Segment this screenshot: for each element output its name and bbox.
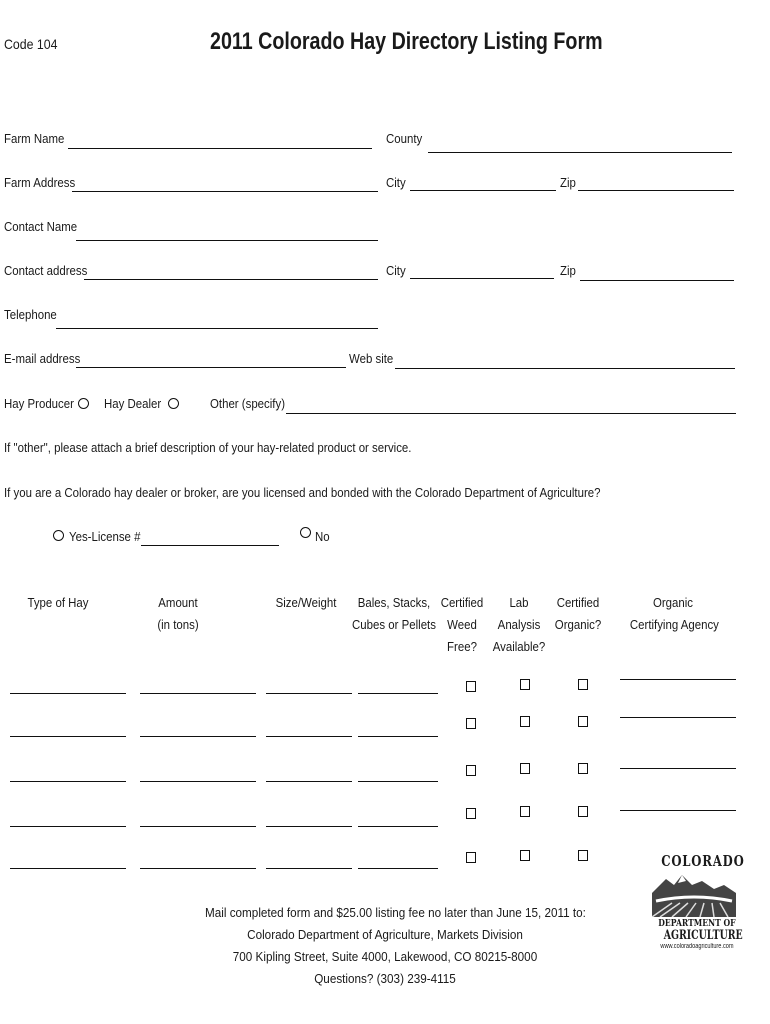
farm-address-field[interactable]	[72, 191, 378, 192]
form-code: Code 104	[4, 36, 58, 52]
cda-logo	[652, 852, 745, 964]
col-size-weight: Size/Weight	[275, 595, 337, 610]
col-certified-weed-free: Certified Weed Free?	[440, 595, 484, 654]
page-title: 2011 Colorado Hay Directory Listing Form	[210, 28, 603, 55]
row-4-checkbox-2[interactable]	[520, 806, 530, 817]
email-label: E-mail address	[4, 351, 81, 366]
hay-producer-label: Hay Producer	[4, 396, 74, 411]
farm-city-field[interactable]	[410, 190, 556, 191]
row-3-checkbox-3[interactable]	[578, 763, 588, 774]
row-3-checkbox-2[interactable]	[520, 763, 530, 774]
no-radio[interactable]	[300, 527, 311, 538]
farm-address-label: Farm Address	[4, 175, 76, 190]
row-2-checkbox-3[interactable]	[578, 716, 588, 727]
contact-address-field[interactable]	[84, 279, 378, 280]
mailing-instructions	[205, 902, 586, 990]
row-1-field-2[interactable]	[140, 693, 256, 694]
telephone-field[interactable]	[56, 328, 378, 329]
row-1-checkbox-3[interactable]	[578, 679, 588, 690]
row-2-field-1[interactable]	[10, 736, 126, 737]
row-2-field-3[interactable]	[266, 736, 352, 737]
yes-license-label: Yes-License #	[69, 529, 141, 544]
telephone-label: Telephone	[4, 307, 57, 322]
row-5-field-3[interactable]	[266, 868, 352, 869]
row-2-agency-field[interactable]	[620, 717, 736, 718]
row-3-checkbox-1[interactable]	[466, 765, 476, 776]
row-5-checkbox-2[interactable]	[520, 850, 530, 861]
row-5-field-1[interactable]	[10, 868, 126, 869]
other-specify-field[interactable]	[286, 413, 736, 414]
county-label: County	[386, 131, 423, 146]
logo-dept-text: DEPARTMENT OF	[658, 919, 736, 929]
row-3-field-2[interactable]	[140, 781, 256, 782]
row-5-checkbox-3[interactable]	[578, 850, 588, 861]
farm-zip-field[interactable]	[578, 190, 734, 191]
farm-city-label: City	[386, 175, 406, 190]
col-lab-analysis: Lab Analysis Available?	[492, 595, 546, 654]
other-specify-label: Other (specify)	[210, 396, 286, 411]
farm-zip-label: Zip	[560, 175, 576, 190]
contact-city-field[interactable]	[410, 278, 554, 279]
website-label: Web site	[349, 351, 394, 366]
county-field[interactable]	[428, 152, 732, 153]
logo-url: www.coloradoagriculture.com	[660, 943, 734, 950]
row-5-field-4[interactable]	[358, 868, 438, 869]
mountain-field-icon	[652, 871, 736, 917]
row-3-field-1[interactable]	[10, 781, 126, 782]
yes-license-radio[interactable]	[53, 530, 64, 541]
footer-line-2: Colorado Department of Agriculture, Markets Division	[247, 927, 523, 942]
website-field[interactable]	[395, 368, 735, 369]
license-question: If you are a Colorado hay dealer or broker, are you licensed and bonded with the Colorado Department of Agriculture?	[4, 485, 601, 500]
row-2-checkbox-1[interactable]	[466, 718, 476, 729]
farm-name-label: Farm Name	[4, 131, 65, 146]
row-4-checkbox-1[interactable]	[466, 808, 476, 819]
logo-agriculture-text: AGRICULTURE	[663, 928, 743, 943]
no-label: No	[315, 529, 330, 544]
row-1-field-1[interactable]	[10, 693, 126, 694]
row-1-field-3[interactable]	[266, 693, 352, 694]
footer-line-4: Questions? (303) 239-4115	[314, 971, 456, 986]
col-organic-agency: Organic Certifying Agency	[629, 595, 719, 632]
row-4-field-1[interactable]	[10, 826, 126, 827]
row-2-field-4[interactable]	[358, 736, 438, 737]
contact-address-label: Contact address	[4, 263, 88, 278]
row-4-checkbox-3[interactable]	[578, 806, 588, 817]
col-bales: Bales, Stacks, Cubes or Pellets	[352, 595, 436, 632]
col-amount: Amount (in tons)	[157, 595, 199, 632]
row-4-agency-field[interactable]	[620, 810, 736, 811]
row-4-field-2[interactable]	[140, 826, 256, 827]
row-5-field-2[interactable]	[140, 868, 256, 869]
farm-name-field[interactable]	[68, 148, 372, 149]
footer-line-1: Mail completed form and $25.00 listing fee no later than June 15, 2011 to:	[205, 905, 586, 920]
row-1-checkbox-1[interactable]	[466, 681, 476, 692]
contact-name-label: Contact Name	[4, 219, 78, 234]
row-4-field-4[interactable]	[358, 826, 438, 827]
col-type-of-hay: Type of Hay	[27, 595, 89, 610]
contact-zip-label: Zip	[560, 263, 576, 278]
license-number-field[interactable]	[141, 545, 279, 546]
email-field[interactable]	[76, 367, 346, 368]
row-1-field-4[interactable]	[358, 693, 438, 694]
other-note: If "other", please attach a brief description of your hay-related product or service.	[4, 440, 412, 455]
row-2-field-2[interactable]	[140, 736, 256, 737]
hay-dealer-radio[interactable]	[168, 398, 179, 409]
col-certified-organic: Certified Organic?	[554, 595, 602, 632]
contact-name-field[interactable]	[76, 240, 378, 241]
row-5-checkbox-1[interactable]	[466, 852, 476, 863]
row-4-field-3[interactable]	[266, 826, 352, 827]
row-3-field-3[interactable]	[266, 781, 352, 782]
row-3-agency-field[interactable]	[620, 768, 736, 769]
row-1-checkbox-2[interactable]	[520, 679, 530, 690]
hay-producer-radio[interactable]	[78, 398, 89, 409]
contact-zip-field[interactable]	[580, 280, 734, 281]
row-3-field-4[interactable]	[358, 781, 438, 782]
contact-city-label: City	[386, 263, 406, 278]
logo-colorado-text: COLORADO	[661, 852, 745, 870]
row-1-agency-field[interactable]	[620, 679, 736, 680]
hay-dealer-label: Hay Dealer	[104, 396, 162, 411]
row-2-checkbox-2[interactable]	[520, 716, 530, 727]
footer-line-3: 700 Kipling Street, Suite 4000, Lakewood, CO 80215-8000	[232, 949, 538, 964]
